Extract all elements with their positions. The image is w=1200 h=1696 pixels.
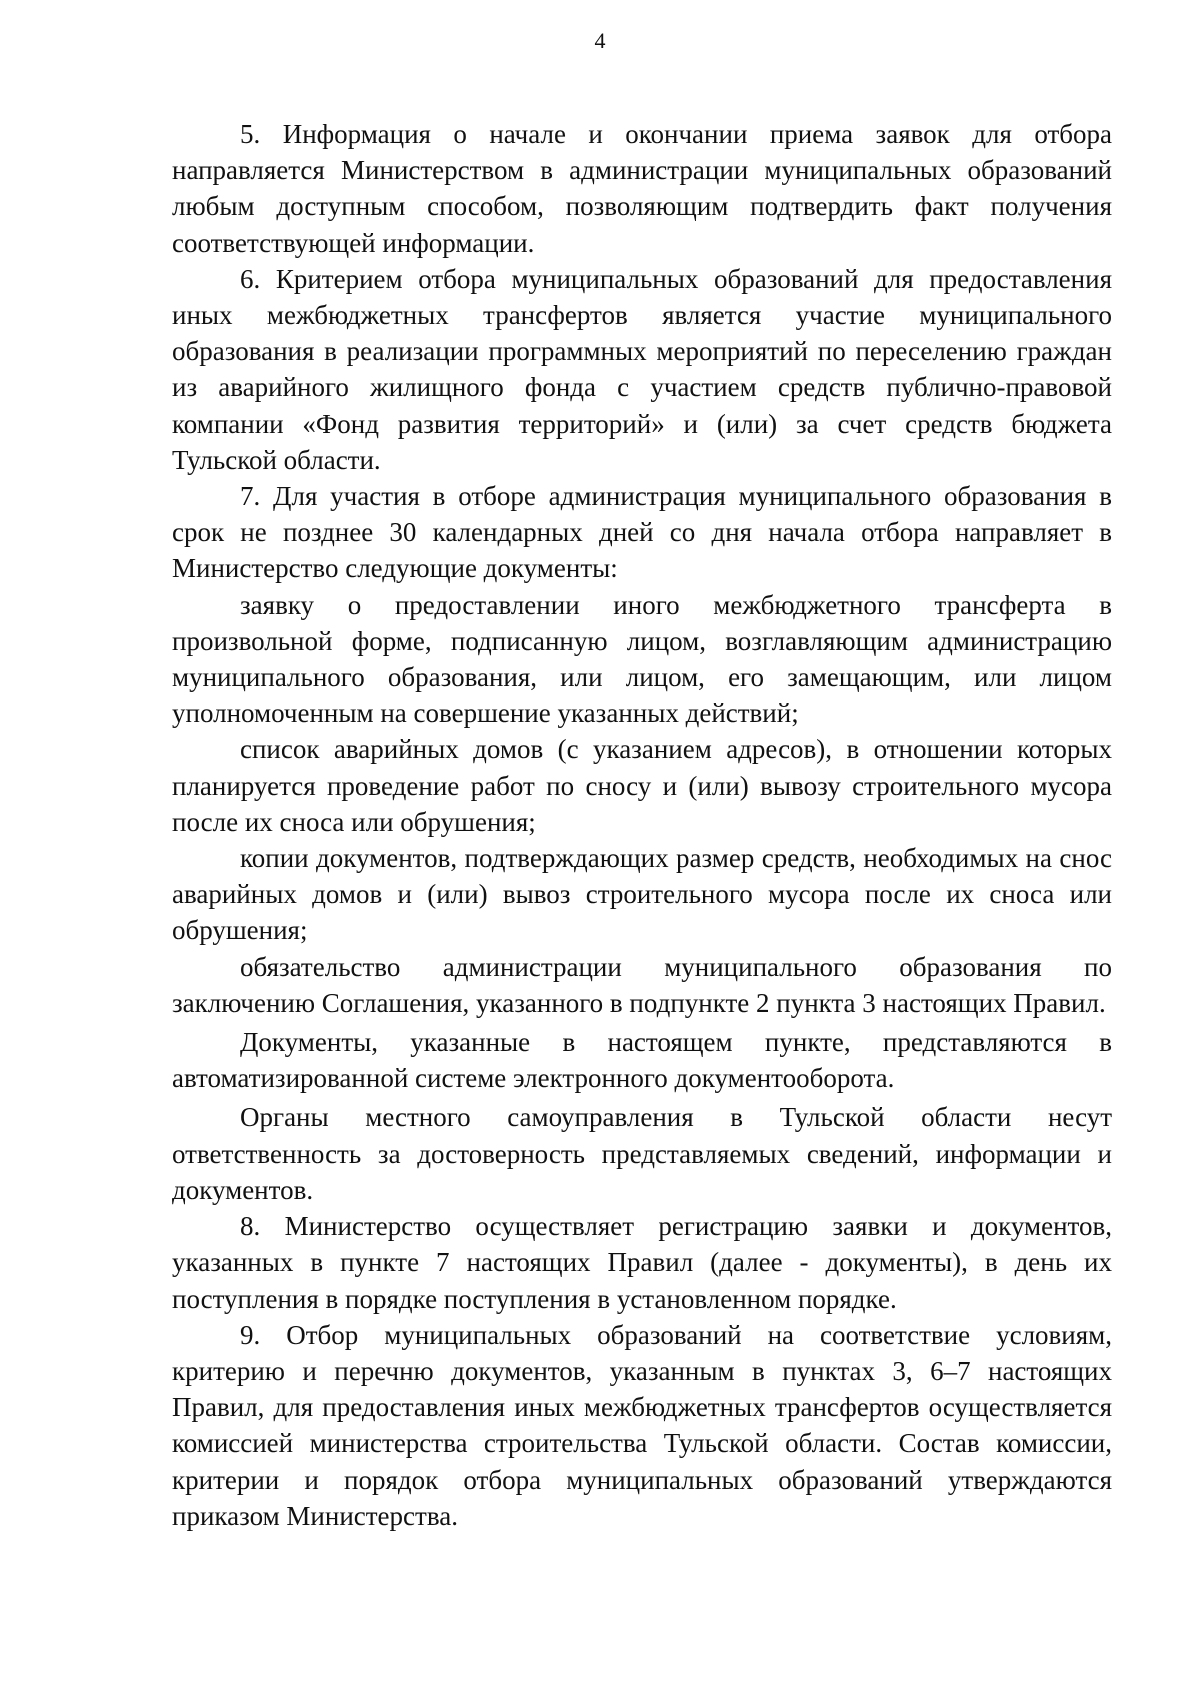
list-item-house-list: список аварийных домов (с указанием адресов), в отношении которых планируется проведение работ по сносу и (или) вывозу строительного мусора после их сноса или обрушения; [172,734,1112,837]
page-number: 4 [594,28,606,53]
paragraph-5: 5. Информация о начале и окончании приема заявок для отбора направляется Министерством в администрации муниципальных образований любым доступным способом, позволяющим подтвердить факт получения соответствующей информации. [172,119,1112,258]
list-item-application: заявку о предоставлении иного межбюджетного трансферта в произвольной форме, подписанную лицом, возглавляющим администрацию муниципального образования, или лицом, его замещающим, или лицом уполномоченным на совершение указанных действий; [172,589,1112,729]
paragraph-9: 9. Отбор муниципальных образований на соответствие условиям, критерию и перечню документов, указанным в пунктах 3, 6–7 настоящих Правил, для предоставления иных межбюджетных трансфертов осуществляется комиссией министерства строительства Тульской области. Состав комиссии, критерии и порядок отбора муниципальных образований утверждаются приказом Министерства. [172,1319,1112,1531]
list-item-document-copies: копии документов, подтверждающих размер средств, необходимых на снос аварийных домов и (или) вывоз строительного мусора после их сноса или обрушения; [172,843,1112,946]
paragraph-responsibility: Органы местного самоуправления в Тульской области несут ответственность за достоверность представляемых сведений, информации и документов. [172,1102,1112,1205]
paragraph-7: 7. Для участия в отборе администрация муниципального образования в срок не позднее 30 календарных дней со дня начала отбора направляет в Министерство следующие документы: [172,481,1112,584]
paragraph-documents-submission: Документы, указанные в настоящем пункте, представляются в автоматизированной системе электронного документооборота. [172,1027,1112,1094]
document-body [172,116,1112,1534]
list-item-obligation: обязательство администрации муниципального образования по заключению Соглашения, указанного в подпункте 2 пункта 3 настоящих Правил. [172,951,1112,1018]
paragraph-8: 8. Министерство осуществляет регистрацию заявки и документов, указанных в пункте 7 настоящих Правил (далее - документы), в день их поступления в порядке поступления в установленном порядке. [172,1211,1112,1314]
paragraph-6: 6. Критерием отбора муниципальных образований для предоставления иных межбюджетных трансфертов является участие муниципального образования в реализации программных мероприятий по переселению граждан из аварийного жилищного фонда с участием средств публично-правовой компании «Фонд развития территорий» и (или) за счет средств бюджета Тульской области. [172,263,1112,475]
